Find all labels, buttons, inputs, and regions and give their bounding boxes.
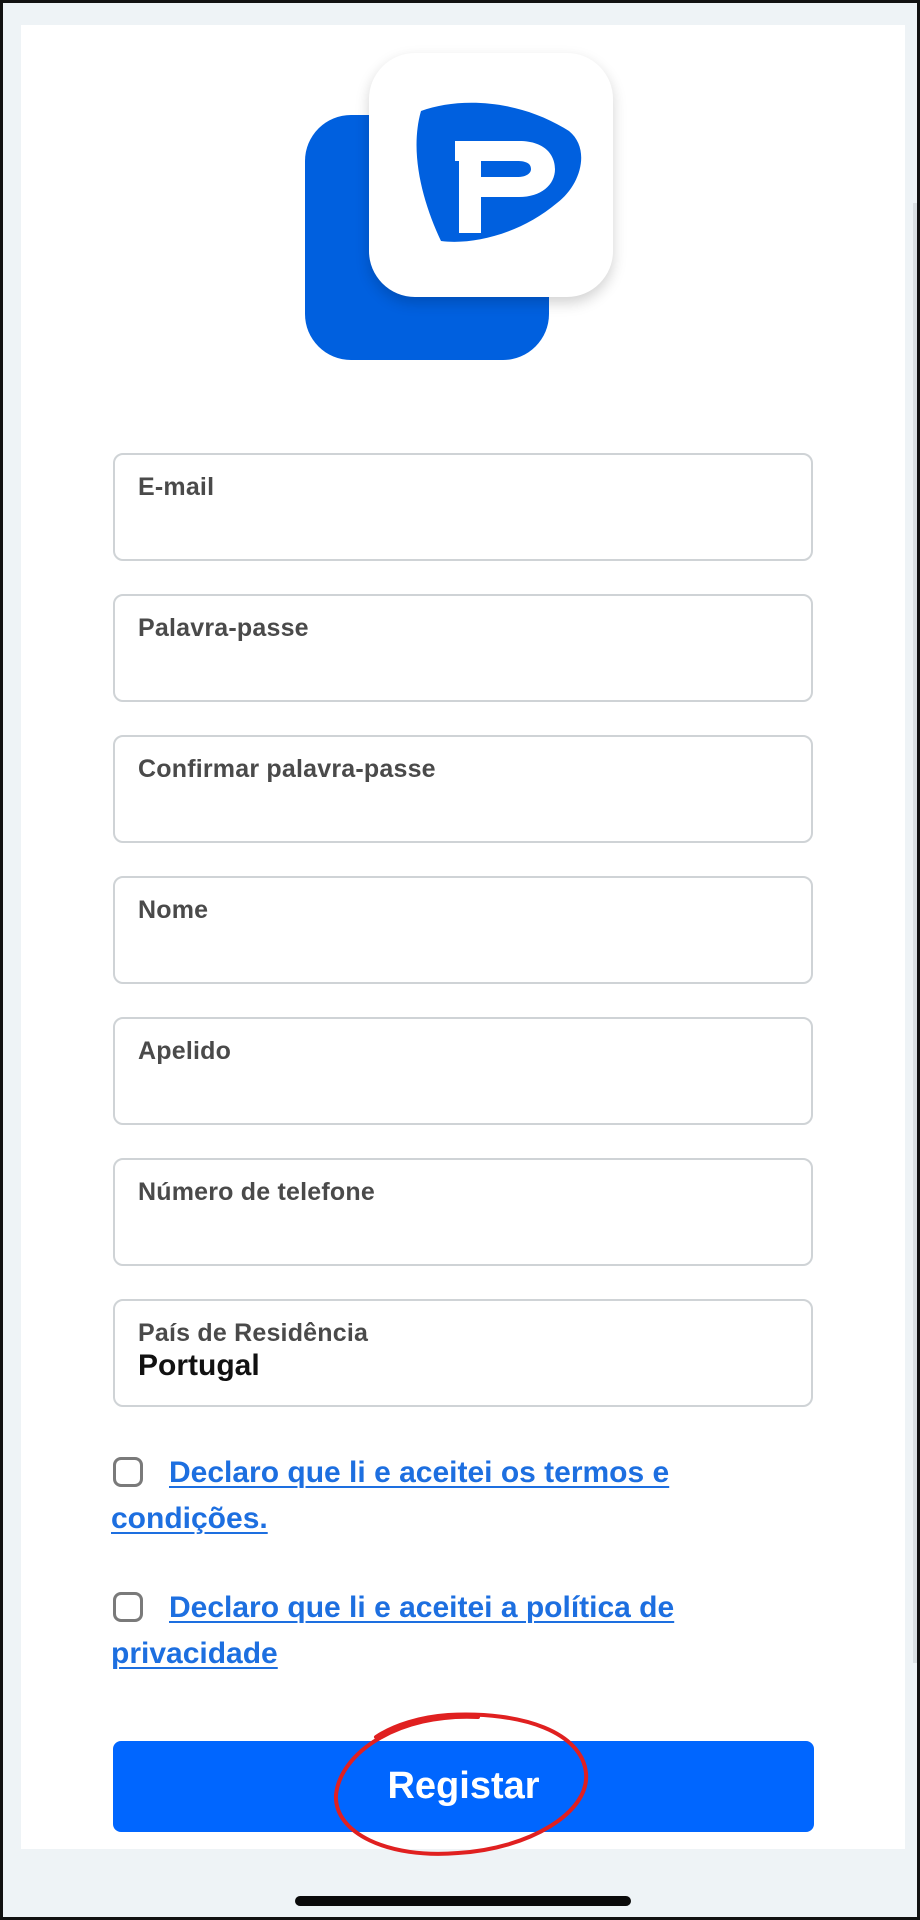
- app-logo: [305, 53, 615, 363]
- pepperstone-logo-icon: [369, 53, 613, 297]
- country-field-value: Portugal: [138, 1349, 260, 1382]
- privacy-consent: [111, 1585, 811, 1677]
- terms-link[interactable]: Declaro que li e aceitei os termos e condições.: [111, 1456, 670, 1535]
- phone-number-field[interactable]: [113, 1158, 813, 1266]
- first-name-field-label: Nome: [138, 896, 209, 924]
- country-of-residence-select[interactable]: [113, 1299, 813, 1407]
- phone-number-field-label: Número de telefone: [138, 1178, 375, 1206]
- privacy-link[interactable]: Declaro que li e aceitei a política de privacidade: [111, 1591, 675, 1670]
- password-field-label: Palavra-passe: [138, 614, 309, 642]
- terms-checkbox[interactable]: [113, 1457, 143, 1487]
- confirm-password-field[interactable]: [113, 735, 813, 843]
- last-name-field-label: Apelido: [138, 1037, 232, 1065]
- register-button[interactable]: Registar: [113, 1741, 814, 1832]
- home-indicator[interactable]: [295, 1896, 631, 1906]
- confirm-password-field-label: Confirmar palavra-passe: [138, 755, 436, 783]
- terms-consent: [111, 1450, 811, 1542]
- password-field[interactable]: [113, 594, 813, 702]
- email-field[interactable]: [113, 453, 813, 561]
- last-name-field[interactable]: [113, 1017, 813, 1125]
- email-field-label: E-mail: [138, 473, 215, 501]
- scrollbar[interactable]: [913, 203, 917, 1663]
- country-field-label: País de Residência: [138, 1319, 369, 1347]
- logo-front-tile: [369, 53, 613, 297]
- first-name-field[interactable]: [113, 876, 813, 984]
- privacy-checkbox[interactable]: [113, 1592, 143, 1622]
